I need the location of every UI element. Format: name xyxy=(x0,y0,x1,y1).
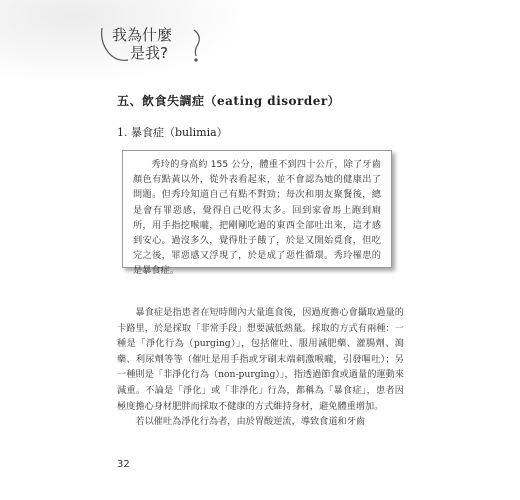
case-study-text: 秀玲的身高約 155 公分，體重不到四十公斤，除了牙齒顏色有點黃以外，從外表看起來，並不會認為她的健康出了問題。但秀玲知道自己有點不對勁；每次和朋友聚餐後，總是會有罪惡感，覺得自己吃得太多。回到家會馬上跑到廁所，用手指挖喉嚨，把剛剛吃過的東西全部吐出來，這才感到安心。過沒多久，覺得肚子餓了，於是又開始覓食，但吃完之後，罪惡感又浮現了，於是成了惡性循環。秀玲罹患的是暴食症。 xyxy=(133,159,381,277)
body-text xyxy=(117,305,404,430)
case-study-box xyxy=(122,150,392,277)
section-heading: 五、飲食失調症（eating disorder） xyxy=(117,94,341,108)
logo-title-line2: 是我? xyxy=(130,44,168,62)
logo-title-line1: 我為什麼 xyxy=(112,26,173,44)
body-paragraph-1: 暴食症是指患者在短時間內大量進食後，因過度擔心會攝取過量的卡路里，於是採取「非常手段」想要減低熱量。採取的方式有兩種：一種是「淨化行為（purging）」，包括催吐、服用減肥藥、灌腸劑、瀉藥、利尿劑等等（催吐是用手指或牙刷末端刺激喉嚨，引發嘔吐）；另一種則是「非淨化行為（non-purging）」，指透過節食或過量的運動來減重。不論是「淨化」或「非淨化」行為，都稱為「暴食症」，患者因極度擔心身材肥胖而採取不健康的方式維持身材，避免體重增加。 xyxy=(117,307,404,412)
body-paragraph-2: 若以催吐為淨化行為者，由於胃酸逆流，導致食道和牙齒 xyxy=(135,416,366,428)
page-number: 32 xyxy=(117,459,130,470)
subsection-heading: 1. 暴食症（bulimia） xyxy=(117,126,228,139)
